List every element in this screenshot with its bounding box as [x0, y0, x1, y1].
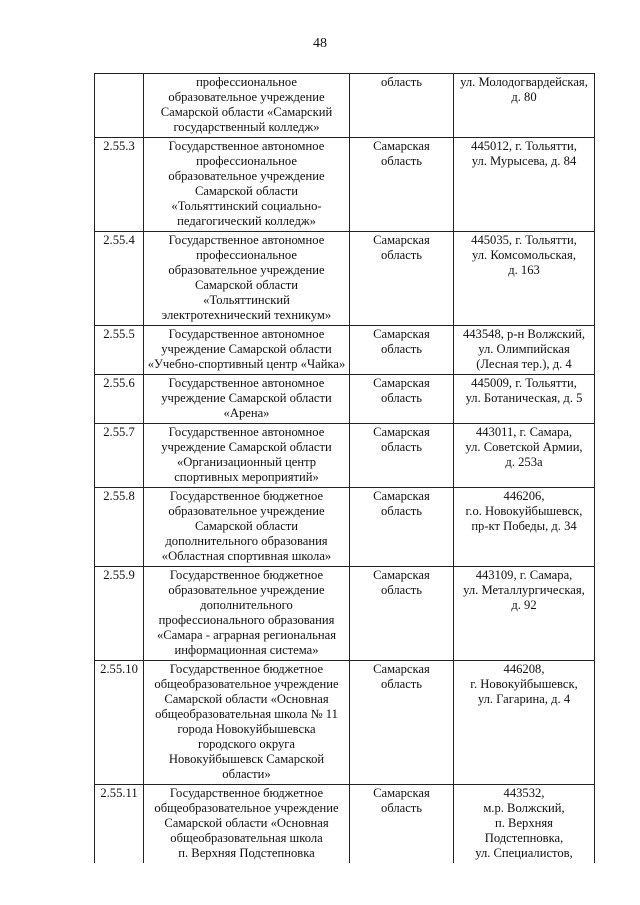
region: Самарская область: [350, 375, 454, 424]
institution-name: Государственное бюджетное общеобразовательное учреждение Самарской области «Основная общеобразовательная школа № 11 города Новокуйбышевска городского округа Новокуйбышевск Самарской области»: [144, 661, 350, 785]
region: область: [350, 74, 454, 138]
row-number: 2.55.11: [95, 785, 144, 864]
address: 446208, г. Новокуйбышевск, ул. Гагарина, д. 4: [454, 661, 595, 785]
row-number: 2.55.4: [95, 232, 144, 326]
row-number: [95, 74, 144, 138]
row-number: 2.55.9: [95, 567, 144, 661]
institution-name: Государственное автономное учреждение Самарской области «Организационный центр спортивных мероприятий»: [144, 424, 350, 488]
institution-name: Государственное бюджетное общеобразовательное учреждение Самарской области «Основная общеобразовательная школа п. Верхняя Подстепновка: [144, 785, 350, 864]
table-row: [95, 785, 595, 864]
address: 445012, г. Тольятти, ул. Мурысева, д. 84: [454, 138, 595, 232]
address: 443532, м.р. Волжский, п. Верхняя Подстепновка, ул. Специалистов,: [454, 785, 595, 864]
row-number: 2.55.3: [95, 138, 144, 232]
table-row: [95, 74, 595, 138]
institution-name: Государственное бюджетное образовательное учреждение дополнительного профессионального образования «Самара - аграрная региональная информационная система»: [144, 567, 350, 661]
institution-name: Государственное бюджетное образовательное учреждение Самарской области дополнительного образования «Областная спортивная школа»: [144, 488, 350, 567]
row-number: 2.55.10: [95, 661, 144, 785]
institution-name: Государственное автономное учреждение Самарской области «Учебно-спортивный центр «Чайка»: [144, 326, 350, 375]
address: ул. Молодогвардейская, д. 80: [454, 74, 595, 138]
table-row: [95, 138, 595, 232]
table-row: [95, 375, 595, 424]
region: Самарская область: [350, 785, 454, 864]
region: Самарская область: [350, 326, 454, 375]
region: Самарская область: [350, 488, 454, 567]
region: Самарская область: [350, 661, 454, 785]
address: 443109, г. Самара, ул. Металлургическая, д. 92: [454, 567, 595, 661]
row-number: 2.55.6: [95, 375, 144, 424]
institution-name: Государственное автономное профессиональное образовательное учреждение Самарской области «Тольяттинский социально- педагогический колледж»: [144, 138, 350, 232]
row-number: 2.55.7: [95, 424, 144, 488]
row-number: 2.55.8: [95, 488, 144, 567]
row-number: 2.55.5: [95, 326, 144, 375]
region: Самарская область: [350, 424, 454, 488]
table-row: [95, 661, 595, 785]
address: 446206, г.о. Новокуйбышевск, пр-кт Победы, д. 34: [454, 488, 595, 567]
table-row: [95, 488, 595, 567]
address: 445009, г. Тольятти, ул. Ботаническая, д. 5: [454, 375, 595, 424]
region: Самарская область: [350, 567, 454, 661]
address: 445035, г. Тольятти, ул. Комсомольская, д. 163: [454, 232, 595, 326]
table-row: [95, 232, 595, 326]
page-number: 48: [313, 36, 327, 51]
institution-name: Государственное автономное учреждение Самарской области «Арена»: [144, 375, 350, 424]
table-row: [95, 424, 595, 488]
address: 443548, р-н Волжский, ул. Олимпийская (Лесная тер.), д. 4: [454, 326, 595, 375]
table-row: [95, 567, 595, 661]
region: Самарская область: [350, 232, 454, 326]
institutions-table: [94, 73, 595, 863]
address: 443011, г. Самара, ул. Советской Армии, д. 253а: [454, 424, 595, 488]
region: Самарская область: [350, 138, 454, 232]
table-row: [95, 326, 595, 375]
institution-name: профессиональное образовательное учреждение Самарской области «Самарский государственный колледж»: [144, 74, 350, 138]
institution-name: Государственное автономное профессиональное образовательное учреждение Самарской области «Тольяттинский электротехнический техникум»: [144, 232, 350, 326]
